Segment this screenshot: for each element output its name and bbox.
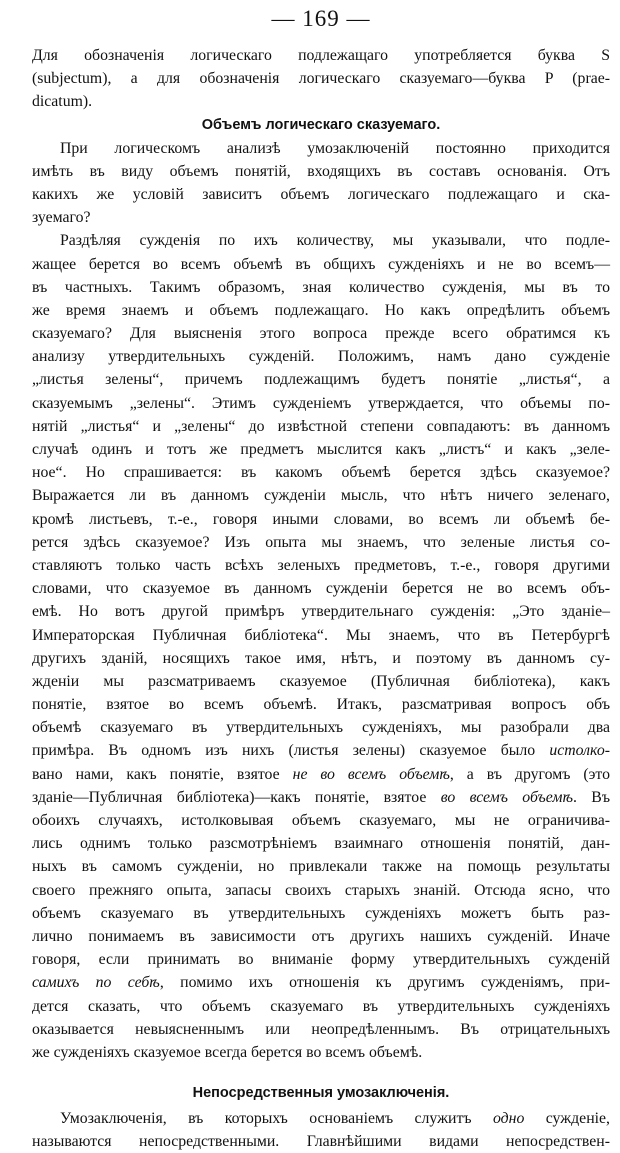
text-line: жденіи мы разсматриваемъ сказуемое (Публичная библіотека), какъ [32,672,610,690]
section-heading-immediate-inferences: Непосредственныя умозаключенія. [192,1085,450,1102]
text-line: рется здѣсь сказуемое? Изъ опыта мы знаемъ, что зеленые листья со- [32,533,610,551]
page-number: — 169 — [271,6,371,31]
text-line: Выражается ли въ данномъ сужденіи мысль, что нѣтъ ничего зеленаго, [32,487,610,505]
text-line: оказывается невыясненнымъ или неопредѣленнымъ. Въ отрицательныхъ [32,1020,610,1038]
text-line: зуемаго? [32,209,91,227]
text-line: сказуемымъ „зелены“. Этимъ сужденіемъ утверждается, что объемы по- [32,394,610,412]
text-line: Императорская Публичная библіотека“. Мы знаемъ, что въ Петербургѣ [32,626,610,644]
text-line: ное“. Но спрашивается: въ какомъ объемѣ берется здѣсь сказуемое? [32,464,610,482]
text-line: лись однимъ только разсмотрѣніемъ взаимнаго отношенія понятій, дан- [32,835,610,853]
text-line: ныхъ въ самомъ сужденіи, но привлекали также на помощь результаты [32,858,610,876]
text-line: анализу утвердительныхъ сужденій. Положимъ, намъ дано сужденіе [32,348,610,366]
text-line: случаѣ одинъ и тотъ же предметъ мыслится какъ „листъ“ и какъ „зеле- [32,441,610,458]
text-line: самихъ по себѣ, помимо ихъ отношенія къ другимъ сужденіямъ, при- [32,974,610,992]
text-line: Умозаключенія, въ которыхъ основаніемъ служитъ одно сужденіе, [60,1110,610,1128]
text-line: кромѣ листьевъ, т.-е., говоря иными словами, во всемъ ли объемѣ бе- [32,510,610,528]
text-line: dicatum). [32,93,93,111]
paragraph-2 [32,229,610,1064]
text-line: понятіе, взятое во всемъ объемѣ. Итакъ, разсматривая вопросъ объ [32,696,610,714]
text-line: Для обозначенія логическаго подлежащаго употребляется буква S [32,47,610,64]
text-line: (subjectum), а для обозначенія логическаго сказуемаго—буква P (prae- [32,70,610,88]
text-line: какихъ же условій зависитъ объемъ логическаго подлежащаго и ска- [32,185,610,203]
text-line: ставляютъ только часть всѣхъ зеленыхъ предметовъ, т.-е., говоря другими [32,556,610,574]
text-line: обоихъ случаяхъ, истолковывая объемъ сказуемаго, мы не ограничива- [32,812,610,829]
text-line: словами, что сказуемое въ данномъ сужденіи берется не во всемъ объ- [32,580,610,598]
text-line: нятій „листья“ и „зелены“ до извѣстной степени совпадаютъ: въ данномъ [32,417,610,435]
text-line: же время знаемъ и объемъ подлежащаго. Но какъ опредѣлить объемъ [32,301,610,319]
text-line: вано нами, какъ понятіе, взятое не во всемъ объемѣ, а въ другомъ (это [32,765,610,783]
text-line: говоря, если принимать во вниманіе форму утвердительныхъ сужденій [32,951,610,969]
text-line: зданіе—Публичная библіотека)—какъ понятіе, взятое во всемъ объемѣ. Въ [32,788,610,806]
text-line: объемѣ сказуемаго въ утвердительныхъ сужденіяхъ, мы разобрали два [32,719,610,737]
text-line: сказуемаго? Для выясненія этого вопроса прежде всего обратимся къ [32,325,610,343]
text-line: примѣра. Въ одномъ изъ нихъ (листья зелены) сказуемое было истолко- [32,742,610,760]
text-line: въ частныхъ. Такимъ образомъ, зная количество сужденія, мы въ то [32,278,610,296]
paragraph-1 [32,137,610,230]
section-heading-predicate-volume: Объемъ логическаго сказуемаго. [201,116,441,133]
text-line: имѣть въ виду объемъ понятій, входящихъ въ составъ основанія. Отъ [32,162,610,180]
text-line: лично понимаемъ въ зависимости отъ другихъ нашихъ сужденій. Иначе [32,927,610,945]
text-line: жащее берется во всемъ объемѣ въ общихъ сужденіяхъ и не во всемъ— [32,255,610,273]
paragraph-3 [32,1107,610,1153]
text-line: Раздѣляя сужденія по ихъ количеству, мы указывали, что подле- [60,232,610,250]
text-line: емѣ. Но вотъ другой примѣръ утвердительнаго сужденія: „Это зданіе– [32,603,610,621]
text-line: дется сказать, что объемъ сказуемаго въ утвердительныхъ сужденіяхъ [32,997,610,1015]
text-line: „листья зелены“, причемъ подлежащимъ будетъ понятіе „листья“, а [32,371,610,389]
intro-paragraph [32,44,610,114]
text-line: своего прежняго опыта, запасы своихъ старыхъ знаній. Отсюда ясно, что [32,881,610,899]
text-line: же сужденіяхъ сказуемое всегда берется во всемъ объемѣ. [32,1043,423,1061]
text-line: При логическомъ анализѣ умозаключеній постоянно приходится [60,139,610,157]
text-line: называются непосредственными. Главнѣйшими видами непосредствен- [32,1133,610,1151]
text-line: другихъ зданій, носящихъ такое имя, нѣтъ, и поэтому въ данномъ су- [32,649,610,667]
text-line: объемъ сказуемаго въ утвердительныхъ сужденіяхъ можетъ быть раз- [32,904,610,922]
